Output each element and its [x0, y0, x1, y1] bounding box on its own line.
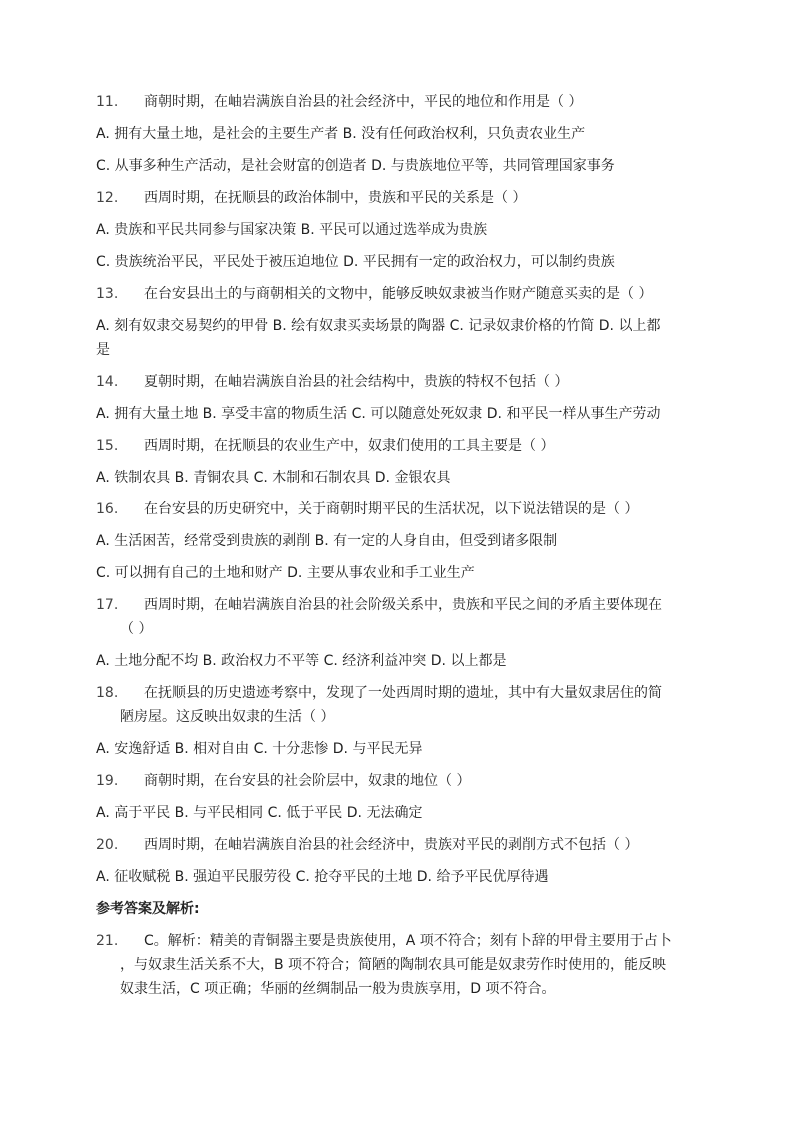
option-line: 是: [96, 342, 110, 358]
option-line: C. 可以拥有自己的土地和财产 D. 主要从事农业和手工业生产: [96, 565, 475, 581]
question-stem-continued: （ ）: [120, 621, 153, 637]
question-stem: 在台安县出土的与商朝相关的文物中，能够反映奴隶被当作财产随意买卖的是（ ）: [144, 286, 653, 302]
question-stem: 在台安县的历史研究中，关于商朝时期平民的生活状况，以下说法错误的是（ ）: [144, 501, 639, 517]
question-13: [96, 284, 754, 304]
question-stem: 商朝时期，在台安县的社会阶层中，奴隶的地位（ ）: [144, 773, 471, 789]
question-14: [96, 372, 754, 392]
option-line: A. 高于平民 B. 与平民相同 C. 低于平民 D. 无法确定: [96, 805, 423, 821]
answer-heading: 参考答案及解析:: [96, 901, 200, 917]
question-stem: 西周时期，在抚顺县的政治体制中，贵族和平民的关系是（ ）: [144, 190, 527, 206]
question-number: 19.: [96, 773, 119, 789]
question-number: 13.: [96, 286, 119, 302]
question-number: 20.: [96, 837, 119, 853]
answer-21: [96, 931, 754, 951]
question-17: [96, 595, 754, 615]
question-18: [96, 683, 754, 703]
option-line: A. 铁制农具 B. 青铜农具 C. 木制和石制农具 D. 金银农具: [96, 470, 451, 486]
option-line: A. 贵族和平民共同参与国家决策 B. 平民可以通过选举成为贵族: [96, 222, 488, 238]
option-line: A. 刻有奴隶交易契约的甲骨 B. 绘有奴隶买卖场景的陶器 C. 记录奴隶价格的竹简 D. 以上都: [96, 318, 661, 334]
answer-number: 21.: [96, 933, 119, 949]
question-number: 17.: [96, 597, 119, 613]
question-stem: 西周时期，在岫岩满族自治县的社会经济中，贵族对平民的剥削方式不包括（ ）: [144, 837, 639, 853]
question-number: 16.: [96, 501, 119, 517]
question-number: 15.: [96, 438, 119, 454]
option-line: A. 征收赋税 B. 强迫平民服劳役 C. 抢夺平民的土地 D. 给予平民优厚待遇: [96, 869, 549, 885]
question-stem: 西周时期，在岫岩满族自治县的社会阶级关系中，贵族和平民之间的矛盾主要体现在: [144, 597, 662, 613]
option-line: A. 安逸舒适 B. 相对自由 C. 十分悲惨 D. 与平民无异: [96, 741, 423, 757]
question-stem: 西周时期，在抚顺县的农业生产中，奴隶们使用的工具主要是（ ）: [144, 438, 555, 454]
option-line: C. 贵族统治平民，平民处于被压迫地位 D. 平民拥有一定的政治权力，可以制约贵族: [96, 254, 615, 270]
question-15: [96, 436, 754, 456]
question-stem-continued: 陋房屋。这反映出奴隶的生活（ ）: [120, 709, 335, 725]
option-line: A. 拥有大量土地 B. 享受丰富的物质生活 C. 可以随意处死奴隶 D. 和平民一样从事生产劳动: [96, 406, 661, 422]
question-stem: 夏朝时期，在岫岩满族自治县的社会结构中，贵族的特权不包括（ ）: [144, 374, 569, 390]
option-line: A. 土地分配不均 B. 政治权力不平等 C. 经济利益冲突 D. 以上都是: [96, 653, 507, 669]
question-number: 12.: [96, 190, 119, 206]
question-16: [96, 499, 754, 519]
question-number: 18.: [96, 685, 119, 701]
question-11: [96, 92, 754, 112]
question-stem: 商朝时期，在岫岩满族自治县的社会经济中，平民的地位和作用是（ ）: [144, 94, 583, 110]
question-19: [96, 771, 754, 791]
question-12: [96, 188, 754, 208]
answer-text-continued: ，与奴隶生活关系不大，B 项不符合；简陋的陶制农具可能是奴隶劳作时使用的，能反映: [120, 957, 667, 973]
option-line: C. 从事多种生产活动，是社会财富的创造者 D. 与贵族地位平等，共同管理国家事务: [96, 158, 615, 174]
answer-text-continued: 奴隶生活，C 项正确；华丽的丝绸制品一般为贵族享用，D 项不符合。: [120, 981, 556, 997]
option-line: A. 拥有大量土地，是社会的主要生产者 B. 没有任何政治权利，只负责农业生产: [96, 126, 586, 142]
question-stem: 在抚顺县的历史遗迹考察中，发现了一处西周时期的遗址，其中有大量奴隶居住的简: [144, 685, 662, 701]
answer-text: C。解析：精美的青铜器主要是贵族使用，A 项不符合；刻有卜辞的甲骨主要用于占卜: [144, 933, 672, 949]
question-20: [96, 835, 754, 855]
question-number: 11.: [96, 94, 119, 110]
question-number: 14.: [96, 374, 119, 390]
option-line: A. 生活困苦，经常受到贵族的剥削 B. 有一定的人身自由，但受到诸多限制: [96, 533, 558, 549]
